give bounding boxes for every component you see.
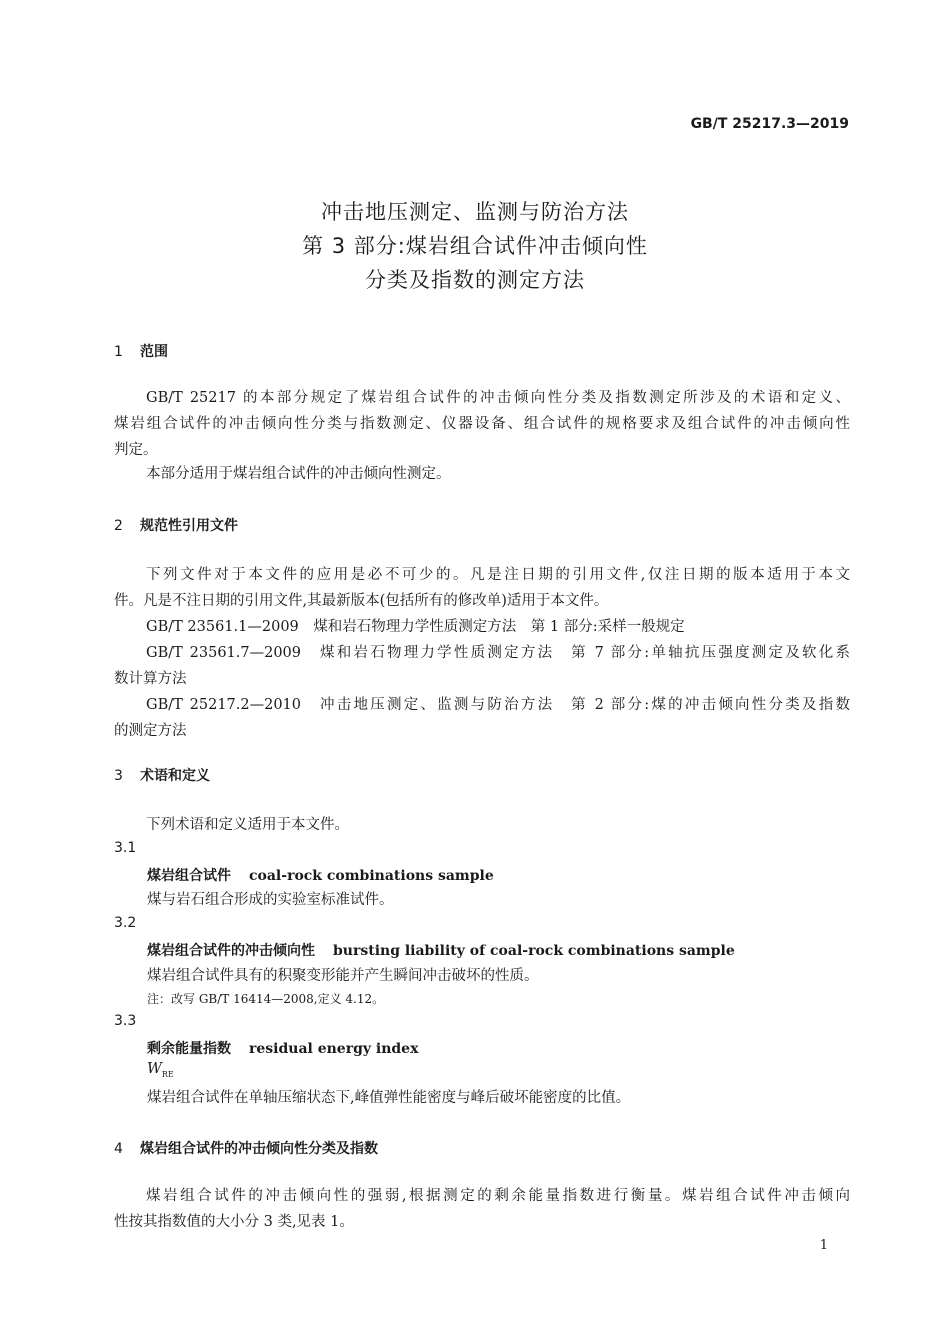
doc-title-line-1: 冲击地压测定、监测与防治方法 xyxy=(321,200,629,224)
term-3-3-number: 3.3 xyxy=(114,1013,137,1029)
term-chinese: 煤岩组合试件 xyxy=(147,868,231,884)
term-3-3-definition: 煤岩组合试件在单轴压缩状态下,峰值弹性能密度与峰后破坏能密度的比值。 xyxy=(147,1090,631,1106)
section-2-paragraph-1 xyxy=(114,562,850,744)
text-line: 判定。 xyxy=(114,442,158,458)
reference-1: GB/T 23561.1—2009 煤和岩石物理力学性质测定方法 第 1 部分:采样一般规定 xyxy=(146,619,685,635)
section-3-intro: 下列术语和定义适用于本文件。 xyxy=(146,817,349,833)
section-1-heading xyxy=(114,341,168,361)
reference-3-line-1: GB/T 25217.2—2010 冲击地压测定、监测与防治方法 第 2 部分:煤的冲击倾向性分类及指数 xyxy=(146,697,850,713)
section-1-paragraph-1 xyxy=(114,385,850,463)
section-title: 煤岩组合试件的冲击倾向性分类及指数 xyxy=(140,1141,378,1157)
text-line: 性按其指数值的大小分 3 类,见表 1。 xyxy=(114,1214,354,1230)
term-chinese: 煤岩组合试件的冲击倾向性 xyxy=(147,943,315,959)
section-title: 范围 xyxy=(140,344,168,360)
term-3-2-definition: 煤岩组合试件具有的积聚变形能并产生瞬间冲击破坏的性质。 xyxy=(147,968,539,984)
reference-3-line-2: 的测定方法 xyxy=(114,723,187,739)
section-number: 4 xyxy=(114,1141,123,1157)
term-english: coal-rock combinations sample xyxy=(249,868,494,884)
section-3-heading xyxy=(114,765,210,785)
text-line: 下列文件对于本文件的应用是必不可少的。凡是注日期的引用文件,仅注日期的版本适用于本文 xyxy=(146,567,850,583)
text-line: GB/T 25217 的本部分规定了煤岩组合试件的冲击倾向性分类及指数测定所涉及的术语和定义、 xyxy=(146,390,850,406)
term-3-2-number: 3.2 xyxy=(114,915,137,931)
section-title: 规范性引用文件 xyxy=(140,518,238,534)
section-number: 1 xyxy=(114,344,123,360)
section-4-heading xyxy=(114,1138,378,1158)
term-english: bursting liability of coal-rock combinations sample xyxy=(333,943,735,959)
section-4-paragraph-1 xyxy=(114,1183,850,1235)
term-3-3-symbol xyxy=(147,1061,174,1079)
text-line: 煤岩组合试件的冲击倾向性的强弱,根据测定的剩余能量指数进行衡量。煤岩组合试件冲击倾向 xyxy=(146,1188,850,1204)
term-3-2-note: 注：改写 GB/T 16414—2008,定义 4.12。 xyxy=(147,992,385,1006)
section-number: 3 xyxy=(114,768,123,784)
term-3-2 xyxy=(147,940,735,960)
section-number: 2 xyxy=(114,518,123,534)
doc-title-line-2: 第 3 部分:煤岩组合试件冲击倾向性 xyxy=(302,234,648,258)
reference-2-line-2: 数计算方法 xyxy=(114,671,187,687)
text-line: 件。凡是不注日期的引用文件,其最新版本(包括所有的修改单)适用于本文件。 xyxy=(114,593,609,609)
section-2-heading xyxy=(114,515,238,535)
term-3-3 xyxy=(147,1038,418,1058)
term-english: residual energy index xyxy=(249,1041,419,1057)
section-1-paragraph-2: 本部分适用于煤岩组合试件的冲击倾向性测定。 xyxy=(146,466,451,482)
doc-title-line-3: 分类及指数的测定方法 xyxy=(365,268,585,292)
page-number: 1 xyxy=(819,1238,828,1253)
term-3-1-definition: 煤与岩石组合形成的实验室标准试件。 xyxy=(147,892,394,908)
term-3-1 xyxy=(147,865,494,885)
section-title: 术语和定义 xyxy=(140,768,210,784)
symbol-main: W xyxy=(147,1061,162,1077)
text-line: 煤岩组合试件的冲击倾向性分类与指数测定、仪器设备、组合试件的规格要求及组合试件的冲击倾向性 xyxy=(114,416,850,432)
standard-number: GB/T 25217.3—2019 xyxy=(690,116,849,132)
reference-2-line-1: GB/T 23561.7—2009 煤和岩石物理力学性质测定方法 第 7 部分:单轴抗压强度测定及软化系 xyxy=(146,645,850,661)
symbol-subscript: RE xyxy=(161,1069,174,1079)
term-3-1-number: 3.1 xyxy=(114,840,137,856)
term-chinese: 剩余能量指数 xyxy=(147,1041,231,1057)
